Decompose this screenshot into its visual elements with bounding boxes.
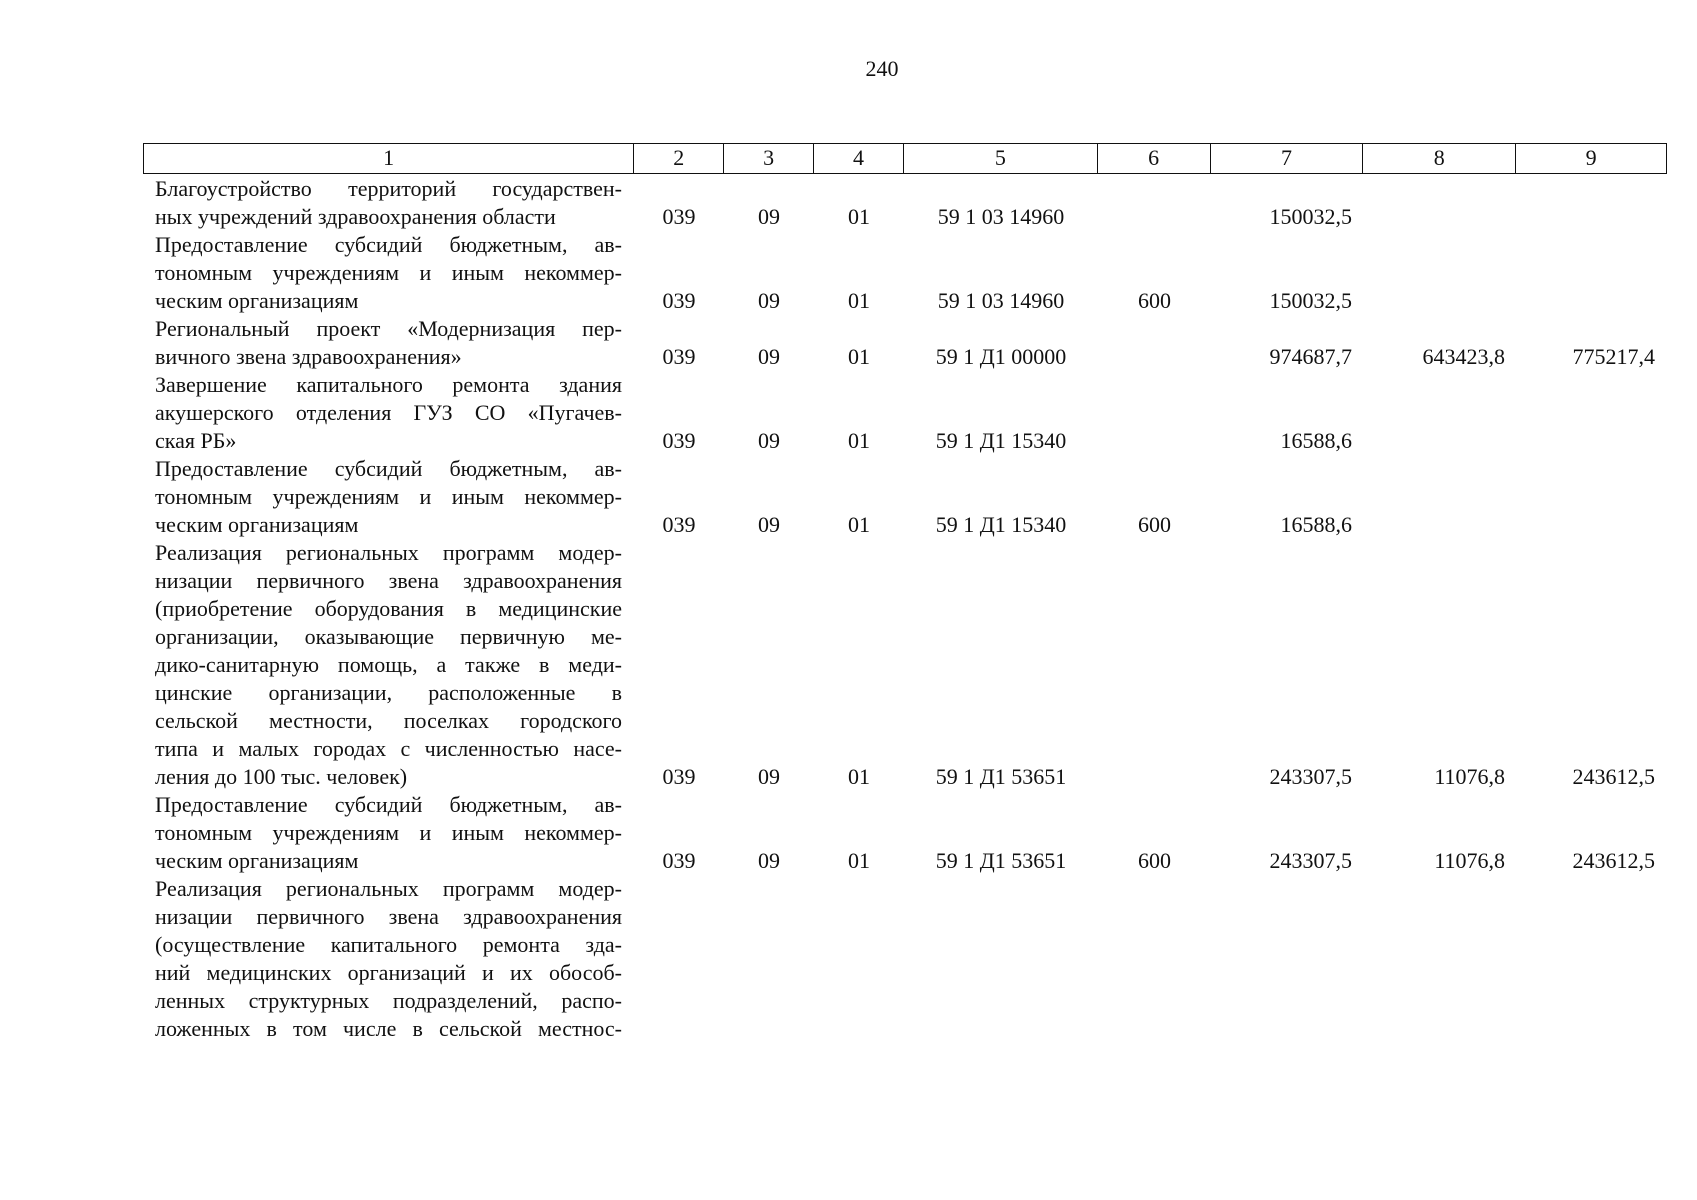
description-line: (осуществление капитального ремонта зда-	[155, 932, 622, 957]
cell-col-2: 039	[662, 428, 696, 453]
cell-col-2: 039	[662, 512, 696, 537]
cell-col-3: 09	[758, 204, 780, 229]
cell-col-2: 039	[662, 764, 696, 789]
cell-col-2: 039	[662, 848, 696, 873]
cell-col-5: 59 1 Д1 15340	[935, 428, 1067, 453]
description-line: Реализация региональных программ модер-	[155, 876, 622, 901]
description-line: дико-санитарную помощь, а также в меди-	[155, 652, 622, 677]
row-description	[143, 539, 634, 791]
header-col-1: 1	[144, 144, 634, 173]
cell-col-4: 01	[848, 848, 870, 873]
description-line: акушерского отделения ГУЗ СО «Пугачев-	[155, 400, 622, 425]
cell-col-7: 16588,6	[1280, 428, 1352, 453]
cell-col-2: 039	[662, 344, 696, 369]
description-line: тономным учреждениям и иным некоммер-	[155, 820, 622, 845]
row-description	[143, 455, 634, 539]
header-col-8: 8	[1363, 144, 1516, 173]
description-line: ская РБ»	[155, 428, 237, 453]
cell-col-9: 243612,5	[1572, 848, 1655, 873]
description-line: ных учреждений здравоохранения области	[155, 204, 556, 229]
cell-col-3: 09	[758, 848, 780, 873]
header-col-5: 5	[904, 144, 1098, 173]
cell-col-4: 01	[848, 344, 870, 369]
header-col-2: 2	[634, 144, 724, 173]
description-line: ческим организациям	[155, 288, 359, 313]
cell-col-5: 59 1 Д1 53651	[935, 848, 1067, 873]
header-col-6: 6	[1098, 144, 1211, 173]
description-line: ления до 100 тыс. человек)	[155, 764, 408, 789]
row-description	[143, 875, 634, 1043]
cell-col-7: 16588,6	[1280, 512, 1352, 537]
cell-col-6: 600	[1138, 288, 1171, 313]
description-line: Реализация региональных программ модер-	[155, 540, 622, 565]
cell-col-6: 600	[1138, 848, 1171, 873]
cell-col-6: 600	[1138, 512, 1171, 537]
cell-col-7: 243307,5	[1269, 764, 1352, 789]
row-description	[143, 231, 634, 315]
page-number: 240	[865, 56, 899, 81]
description-line: тономным учреждениям и иным некоммер-	[155, 260, 622, 285]
description-line: тономным учреждениям и иным некоммер-	[155, 484, 622, 509]
cell-col-7: 243307,5	[1269, 848, 1352, 873]
cell-col-2: 039	[662, 204, 696, 229]
cell-col-2: 039	[662, 288, 696, 313]
row-description	[143, 315, 634, 371]
description-line: Региональный проект «Модернизация пер-	[155, 316, 622, 341]
cell-col-8: 643423,8	[1422, 344, 1505, 369]
cell-col-4: 01	[848, 288, 870, 313]
cell-col-4: 01	[848, 764, 870, 789]
cell-col-7: 150032,5	[1269, 204, 1352, 229]
cell-col-8: 11076,8	[1434, 764, 1505, 789]
description-line: организации, оказывающие первичную ме-	[155, 624, 622, 649]
cell-col-5: 59 1 03 14960	[937, 288, 1065, 313]
table-row	[143, 791, 1667, 875]
description-line: ленных структурных подразделений, распо-	[155, 988, 622, 1013]
description-line: ческим организациям	[155, 512, 359, 537]
description-line: типа и малых городах с численностью насе-	[155, 736, 622, 761]
table-header	[143, 143, 1667, 174]
cell-col-5: 59 1 Д1 53651	[935, 764, 1067, 789]
description-line: сельской местности, поселках городского	[155, 708, 622, 733]
table-row	[143, 539, 1667, 791]
description-line: Предоставление субсидий бюджетным, ав-	[155, 792, 622, 817]
cell-col-3: 09	[758, 764, 780, 789]
cell-col-4: 01	[848, 204, 870, 229]
header-col-4: 4	[814, 144, 904, 173]
cell-col-7: 150032,5	[1269, 288, 1352, 313]
description-line: вичного звена здравоохранения»	[155, 344, 462, 369]
description-line: ний медицинских организаций и их обособ-	[155, 960, 622, 985]
cell-col-3: 09	[758, 428, 780, 453]
table-row	[143, 875, 1667, 1043]
cell-col-7: 974687,7	[1269, 344, 1352, 369]
table-body	[143, 175, 1667, 1043]
cell-col-4: 01	[848, 428, 870, 453]
description-line: низации первичного звена здравоохранения	[155, 904, 622, 929]
cell-col-9: 775217,4	[1572, 344, 1655, 369]
description-line: ложенных в том числе в сельской местнос-	[155, 1016, 622, 1041]
table-row	[143, 315, 1667, 371]
description-line: ческим организациям	[155, 848, 359, 873]
cell-col-9: 243612,5	[1572, 764, 1655, 789]
description-line: Предоставление субсидий бюджетным, ав-	[155, 232, 622, 257]
cell-col-3: 09	[758, 288, 780, 313]
cell-col-5: 59 1 03 14960	[937, 204, 1065, 229]
header-col-7: 7	[1211, 144, 1364, 173]
row-description	[143, 371, 634, 455]
description-line: Завершение капитального ремонта здания	[155, 372, 622, 397]
table-row	[143, 455, 1667, 539]
description-line: Предоставление субсидий бюджетным, ав-	[155, 456, 622, 481]
cell-col-3: 09	[758, 344, 780, 369]
cell-col-8: 11076,8	[1434, 848, 1505, 873]
cell-col-5: 59 1 Д1 15340	[935, 512, 1067, 537]
row-description	[143, 175, 634, 231]
description-line: Благоустройство территорий государствен-	[155, 176, 622, 201]
table-row	[143, 175, 1667, 231]
cell-col-3: 09	[758, 512, 780, 537]
table-row	[143, 231, 1667, 315]
row-description	[143, 791, 634, 875]
header-col-3: 3	[724, 144, 814, 173]
description-line: низации первичного звена здравоохранения	[155, 568, 622, 593]
table-row	[143, 371, 1667, 455]
cell-col-5: 59 1 Д1 00000	[935, 344, 1067, 369]
header-col-9: 9	[1585, 145, 1597, 170]
cell-col-4: 01	[848, 512, 870, 537]
description-line: цинские организации, расположенные в	[155, 680, 622, 705]
description-line: (приобретение оборудования в медицинские	[155, 596, 622, 621]
